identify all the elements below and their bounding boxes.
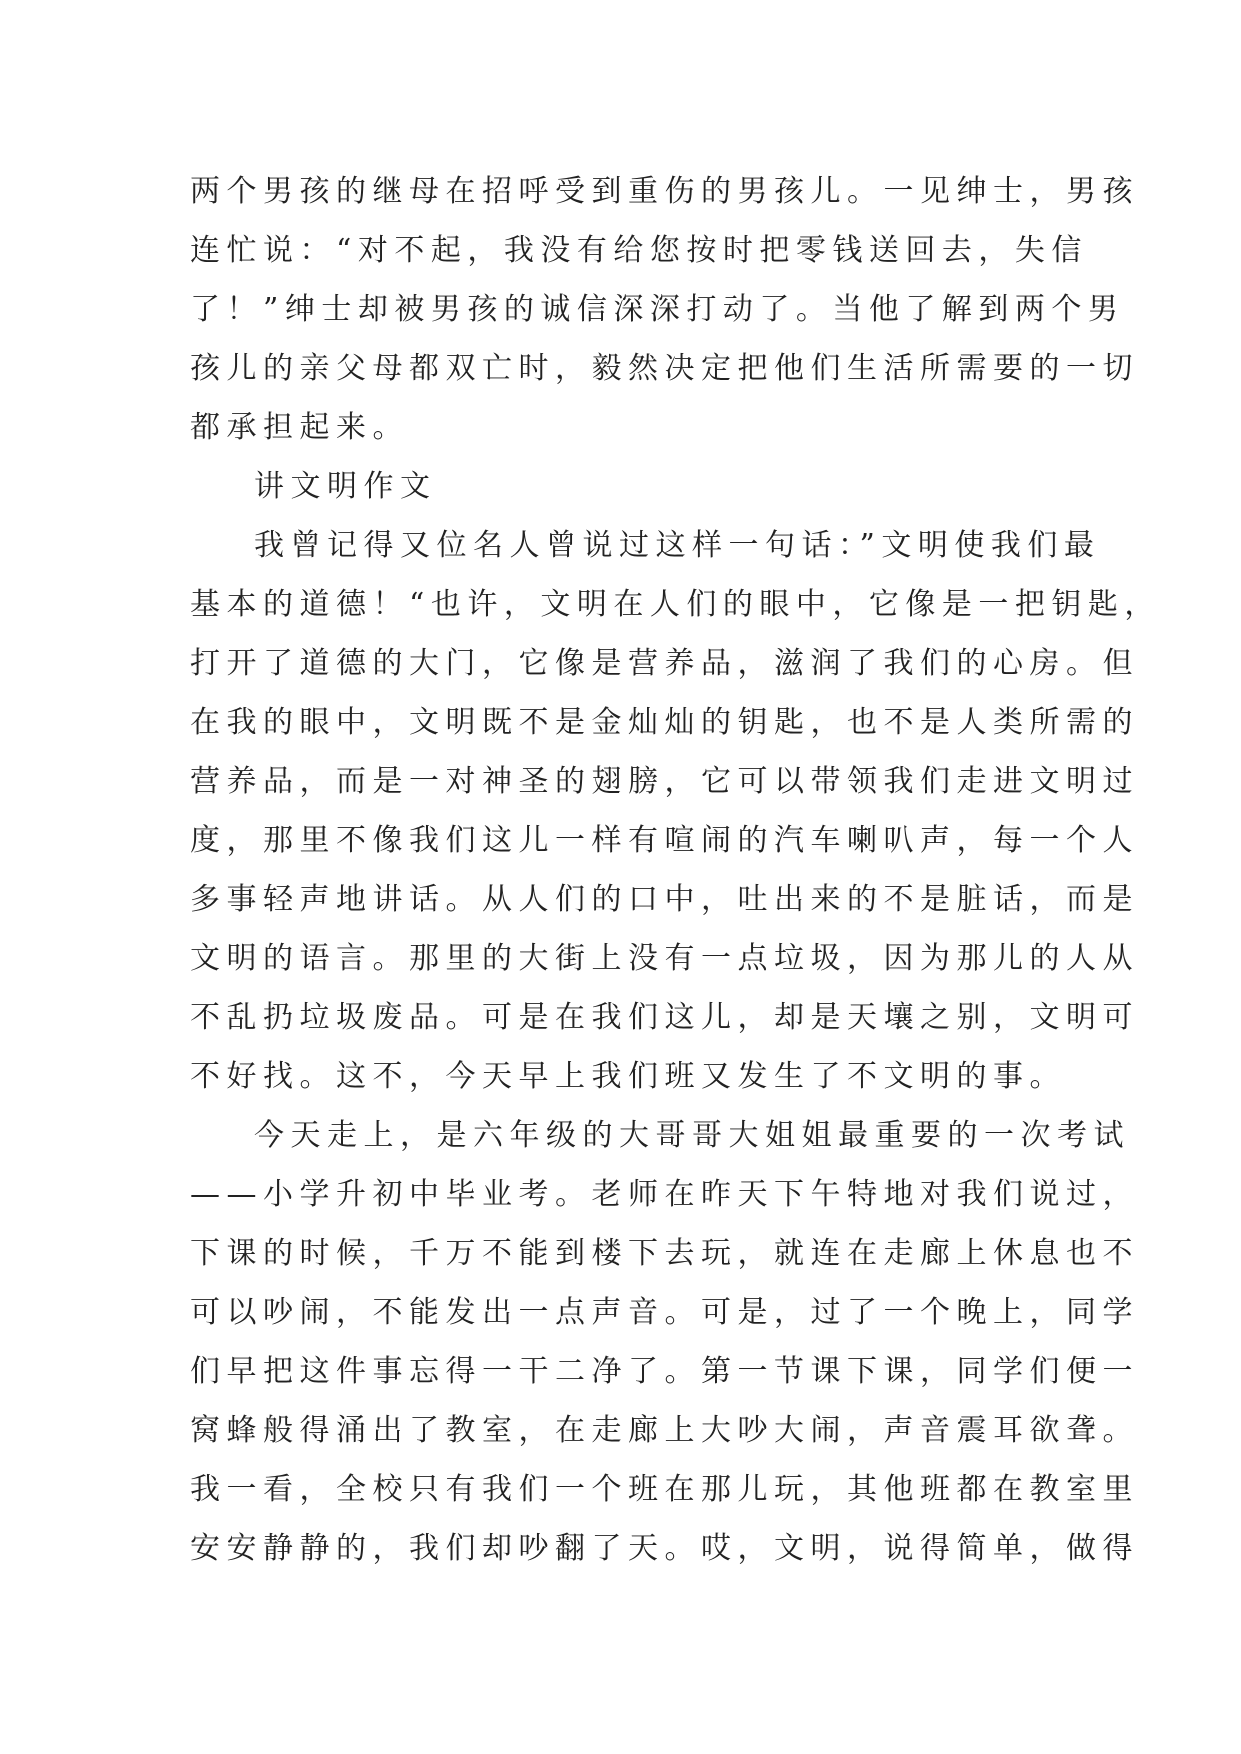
heading-text: 讲文明作文 bbox=[254, 469, 437, 504]
text-line: 我曾记得又位名人曾说过这样一句话：”文明使我们最 bbox=[254, 528, 1101, 563]
text-line: 了！”绅士却被男孩的诚信深深打动了。当他了解到两个男 bbox=[190, 292, 1125, 327]
paragraph-exam-day bbox=[190, 1106, 1139, 1578]
text-line: 今天走上，是六年级的大哥哥大姐姐最重要的一次考试 bbox=[254, 1118, 1130, 1153]
text-line: 营养品，而是一对神圣的翅膀，它可以带领我们走进文明过 bbox=[190, 764, 1139, 799]
text-line: 两个男孩的继母在招呼受到重伤的男孩儿。一见绅士，男孩 bbox=[190, 174, 1139, 209]
section-heading bbox=[190, 457, 1060, 516]
paragraph-story-ending bbox=[190, 162, 1139, 457]
text-line: 们早把这件事忘得一干二净了。第一节课下课，同学们便一 bbox=[190, 1354, 1139, 1389]
text-line: 度，那里不像我们这儿一样有喧闹的汽车喇叭声，每一个人 bbox=[190, 823, 1139, 858]
text-line: 不乱扔垃圾废品。可是在我们这儿，却是天壤之别，文明可 bbox=[190, 1000, 1139, 1035]
document-body bbox=[190, 162, 1161, 1578]
text-line: 打开了道德的大门，它像是营养品，滋润了我们的心房。但 bbox=[190, 646, 1139, 681]
text-line: 基本的道德！“也许，文明在人们的眼中，它像是一把钥匙， bbox=[190, 587, 1161, 622]
paragraph-civility-intro bbox=[190, 516, 1161, 1106]
text-line: 都承担起来。 bbox=[190, 410, 409, 445]
text-line: 连忙说：“对不起，我没有给您按时把零钱送回去，失信 bbox=[190, 233, 1088, 268]
text-line: 不好找。这不，今天早上我们班又发生了不文明的事。 bbox=[190, 1059, 1066, 1094]
text-line: ——小学升初中毕业考。老师在昨天下午特地对我们说过， bbox=[190, 1177, 1139, 1212]
text-line: 文明的语言。那里的大街上没有一点垃圾，因为那儿的人从 bbox=[190, 941, 1139, 976]
text-line: 窝蜂般得涌出了教室，在走廊上大吵大闹，声音震耳欲聋。 bbox=[190, 1413, 1139, 1448]
text-line: 可以吵闹，不能发出一点声音。可是，过了一个晚上，同学 bbox=[190, 1295, 1139, 1330]
text-line: 下课的时候，千万不能到楼下去玩，就连在走廊上休息也不 bbox=[190, 1236, 1139, 1271]
text-line: 孩儿的亲父母都双亡时，毅然决定把他们生活所需要的一切 bbox=[190, 351, 1139, 386]
text-line: 我一看，全校只有我们一个班在那儿玩，其他班都在教室里 bbox=[190, 1472, 1139, 1507]
text-line: 在我的眼中，文明既不是金灿灿的钥匙，也不是人类所需的 bbox=[190, 705, 1139, 740]
text-line: 安安静静的，我们却吵翻了天。哎，文明，说得简单，做得 bbox=[190, 1531, 1139, 1566]
text-line: 多事轻声地讲话。从人们的口中，吐出来的不是脏话，而是 bbox=[190, 882, 1139, 917]
